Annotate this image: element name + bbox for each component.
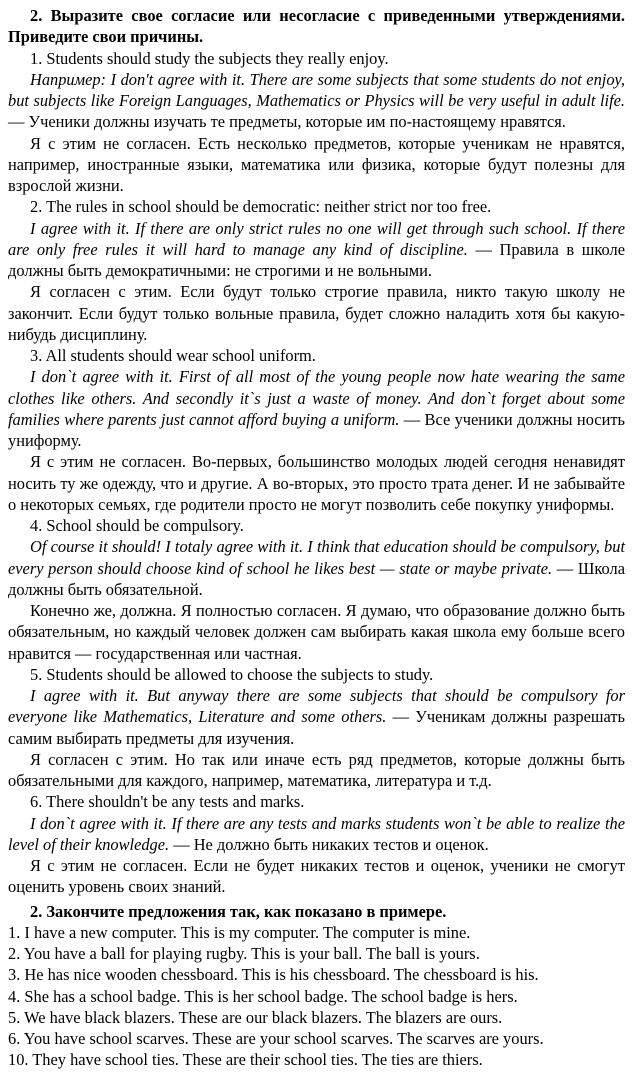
- text-segment: Конечно же, должна. Я полностью согласен. Я думаю, что образование должно быть обязательным, но каждый человек должен сам выбирать какая школа ему больше всего нравится — государственная или частная.: [8, 601, 625, 663]
- list-item: [8, 1049, 625, 1070]
- text-segment: 4. She has a school badge. This is her school badge. The school badge is hers.: [8, 986, 518, 1006]
- paragraph: [8, 664, 625, 685]
- text-segment: I don`t agree with it. First of all most of the young people now hate wearing the same clothes like others. And secondly it`s just a waste of money. And don`t forget about some families where parents just cannot afford buying a uniform.: [8, 367, 625, 429]
- text-segment: I agree with it. If there are only strict rules no one will get through such school. If there are only free rules it will hard to manage any kind of discipline.: [8, 218, 625, 259]
- text-segment: 3. All students should wear school uniform.: [30, 346, 316, 365]
- text-segment: 6. You have school scarves. These are your school scarves. The scarves are yours.: [8, 1029, 544, 1048]
- text-segment: Я согласен с этим. Но так или иначе есть ряд предметов, которые должны быть обязательными для каждого, например, математика, литература и т.д.: [8, 749, 625, 790]
- text-segment: 10. They have school ties. These are their school ties. The ties are thiers.: [8, 1050, 483, 1070]
- text-segment: — Ученикам должны разрешать самим выбирать предметы для изучения.: [8, 707, 625, 748]
- section-heading: [8, 5, 625, 48]
- paragraph: [8, 451, 625, 515]
- text-segment: 2. The rules in school should be democratic: neither strict nor too free.: [30, 197, 492, 217]
- paragraph: [8, 749, 625, 792]
- text-segment: 6. There shouldn't be any tests and marks.: [30, 792, 305, 812]
- text-segment: Я с этим не согласен. Есть несколько предметов, которые ученикам не нравятся, например, иностранные языки, математика или физика, которые будут полезны для взрослой жизни.: [8, 133, 625, 195]
- text-segment: — Правила в школе должны быть демократичными: не строгими и не вольными.: [8, 239, 625, 280]
- text-segment: Я с этим не согласен. Во-первых, большинство молодых людей сегодня ненавидят носить ту же одежду, что и другие. А во-вторых, это просто трата денег. И не забывайте о некоторых семьях, где родители просто не могут позволить себе покупку униформы.: [8, 452, 625, 514]
- list-item: [8, 1028, 625, 1049]
- paragraph: [8, 813, 625, 856]
- list-item: [8, 922, 625, 943]
- paragraph: [8, 69, 625, 133]
- text-segment: — Ученики должны изучать те предметы, которые им по-настоящему нравятся.: [8, 112, 566, 132]
- paragraph: [8, 281, 625, 345]
- paragraph: [8, 515, 625, 536]
- text-segment: — Не должно быть никаких тестов и оценок.: [169, 834, 489, 854]
- text-segment: — Все ученики должны носить униформу.: [8, 409, 625, 450]
- text-segment: 3. He has nice wooden chessboard. This is his chessboard. The chessboard is his.: [8, 965, 539, 985]
- paragraph: [8, 218, 625, 282]
- text-segment: 2. Закончите предложения так, как показано в примере.: [30, 901, 447, 921]
- text-segment: 1. Students should study the subjects they really enjoy.: [30, 48, 389, 68]
- text-segment: 5. We have black blazers. These are our black blazers. The blazers are ours.: [8, 1007, 503, 1027]
- text-segment: I don`t agree with it. If there are any tests and marks students won`t be able to realize the level of their knowledge.: [8, 813, 625, 854]
- paragraph: [8, 366, 625, 451]
- list-item: [8, 943, 625, 964]
- paragraph: [8, 196, 625, 217]
- text-segment: 4. School should be compulsory.: [30, 516, 244, 535]
- list-item: [8, 986, 625, 1007]
- text-segment: Я с этим не согласен. Если не будет никаких тестов и оценок, ученики не смогут оценить уровень своих знаний.: [8, 856, 625, 897]
- list-item: [8, 1007, 625, 1028]
- text-segment: 2. You have a ball for playing rugby. This is your ball. The ball is yours.: [8, 944, 480, 963]
- paragraph: [8, 133, 625, 197]
- paragraph: [8, 685, 625, 749]
- paragraph: [8, 855, 625, 898]
- text-segment: 1. I have a new computer. This is my computer. The computer is mine.: [8, 922, 471, 942]
- text-segment: Например: I don't agree with it. There are some subjects that some students do not enjoy, but subjects like Foreign Languages, Mathematics or Physics will be very useful in adult life.: [8, 69, 625, 110]
- list-item: [8, 964, 625, 985]
- paragraph: [8, 536, 625, 600]
- text-segment: Я согласен с этим. Если будут только строгие правила, никто такую школу не закончит. Если будут только вольные правила, будет сложно наладить хотя бы какую-нибудь дисциплину.: [8, 282, 625, 344]
- paragraph: [8, 48, 625, 69]
- paragraph: [8, 600, 625, 664]
- paragraph: [8, 791, 625, 812]
- text-segment: I agree with it. But anyway there are some subjects that should be compulsory for everyone like Mathematics, Literature and some others.: [8, 686, 625, 727]
- text-segment: 5. Students should be allowed to choose the subjects to study.: [30, 664, 434, 684]
- text-segment: Of course it should! I totaly agree with it. I think that education should be compulsory, but every person should choose kind of school he likes best — state or maybe private.: [8, 537, 625, 578]
- text-segment: — Школа должны быть обязательной.: [8, 558, 625, 599]
- text-segment: 2. Выразите свое согласие или несогласие с приведенными утверждениями. Приведите свои причины.: [8, 6, 625, 47]
- paragraph: [8, 345, 625, 366]
- document-body: [8, 5, 625, 1071]
- section-heading: [8, 901, 625, 922]
